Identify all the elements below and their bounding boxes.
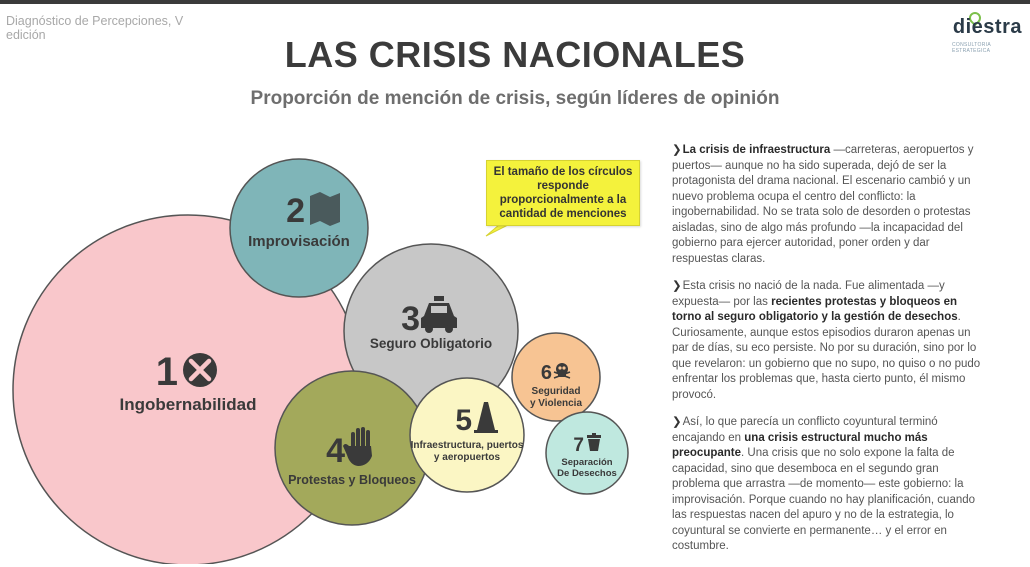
paragraph-text: . Curiosamente, aunque estos episodios duraron apenas un par de días, su eco persiste. No por su duración, sino por lo que revelaron: un gobierno que no supo, no quiso o no pudo enfrentar los problemas que, hasta cierto punto, él mismo provocó. [672, 311, 981, 401]
size-note-callout: El tamaño de los círculos responde proporcionalmente a la cantidad de menciones [486, 160, 640, 226]
crisis-rank: 5 [455, 404, 472, 437]
crisis-rank: 6 [540, 362, 552, 384]
crisis-bubble-4 [275, 371, 429, 525]
crisis-rank: 7 [573, 435, 584, 456]
crisis-label-line: De Desechos [557, 468, 617, 479]
paragraph-bold: recientes protestas y bloqueos en torno al seguro obligatorio y la gestión de desechos [672, 295, 958, 323]
paragraph-2 [672, 279, 984, 403]
crisis-rank: 1 [155, 350, 178, 394]
page-subtitle: Proporción de mención de crisis, según líderes de opinión [250, 88, 780, 109]
paragraph-text: . Una crisis que no solo expone la falta de capacidad, sino que desemboca en el segundo gran problema que arrastra —de momento— este gobierno: la improvisación. Porque cuando no hay planificación, cuando las respuestas nacen del apuro y no de la estrategia, lo coyuntural se convierte en permanente… y el error en costumbre. [672, 447, 976, 552]
crisis-rank: 4 [326, 432, 345, 470]
crisis-label: Ingobernabilidad [119, 395, 257, 414]
chevron-right-icon: ❯ [672, 416, 682, 428]
paragraph-1 [672, 143, 984, 267]
analysis-text [672, 143, 984, 567]
edition-label: Diagnóstico de Percepciones, V edición [6, 14, 184, 42]
crisis-bubble-5 [410, 378, 524, 492]
crisis-label-line: y Violencia [529, 398, 583, 409]
paragraph-text: Así, lo que parecía un conflicto coyuntural terminó encajando en [672, 416, 938, 444]
x-circle-icon [183, 353, 217, 387]
crisis-bubble-2 [230, 159, 368, 297]
logo-text: diestra [952, 16, 1022, 38]
crisis-bubble-6 [512, 333, 600, 421]
crisis-label-line: y aeropuertos [433, 452, 501, 463]
chevron-right-icon: ❯ [672, 144, 682, 156]
crisis-label: Seguro Obligatorio [369, 336, 493, 351]
crisis-label-line: Separación [561, 457, 613, 468]
paragraph-bold: La crisis de infraestructura [682, 144, 831, 156]
paragraph-3 [672, 415, 984, 555]
crisis-label-line: Seguridad [531, 386, 581, 397]
crisis-label-line: Infraestructura, puertos [410, 440, 524, 451]
crisis-rank: 3 [401, 300, 420, 338]
paragraph-text: Esta crisis no nació de la nada. Fue alimentada —y expuesta— por las [672, 280, 945, 308]
chevron-right-icon: ❯ [672, 280, 682, 292]
crisis-label: Protestas y Bloqueos [288, 473, 416, 487]
top-bar [0, 0, 1030, 4]
paragraph-bold: una crisis estructural mucho más preocupante [672, 431, 928, 459]
logo-tagline: CONSULTORIA ESTRATEGICA [952, 42, 991, 54]
crisis-bubble-7 [546, 412, 628, 494]
page-title: LAS CRISIS NACIONALES [284, 34, 746, 75]
crisis-rank: 2 [286, 192, 305, 230]
paragraph-text: —carreteras, aeropuertos y puertos— aunque no ha sido superada, dejó de ser la protagonista del drama nacional. El escenario cambió y un nuevo problema ocupa el centro del conflicto: la ingobernabilidad. No se trata solo de desorden o protestas aisladas, sino de algo más profundo —la incapacidad del gobierno para ejercer autoridad, poner orden y dar respuestas claras. [672, 144, 974, 265]
map-icon [310, 192, 340, 226]
crisis-label: Improvisación [248, 233, 350, 250]
